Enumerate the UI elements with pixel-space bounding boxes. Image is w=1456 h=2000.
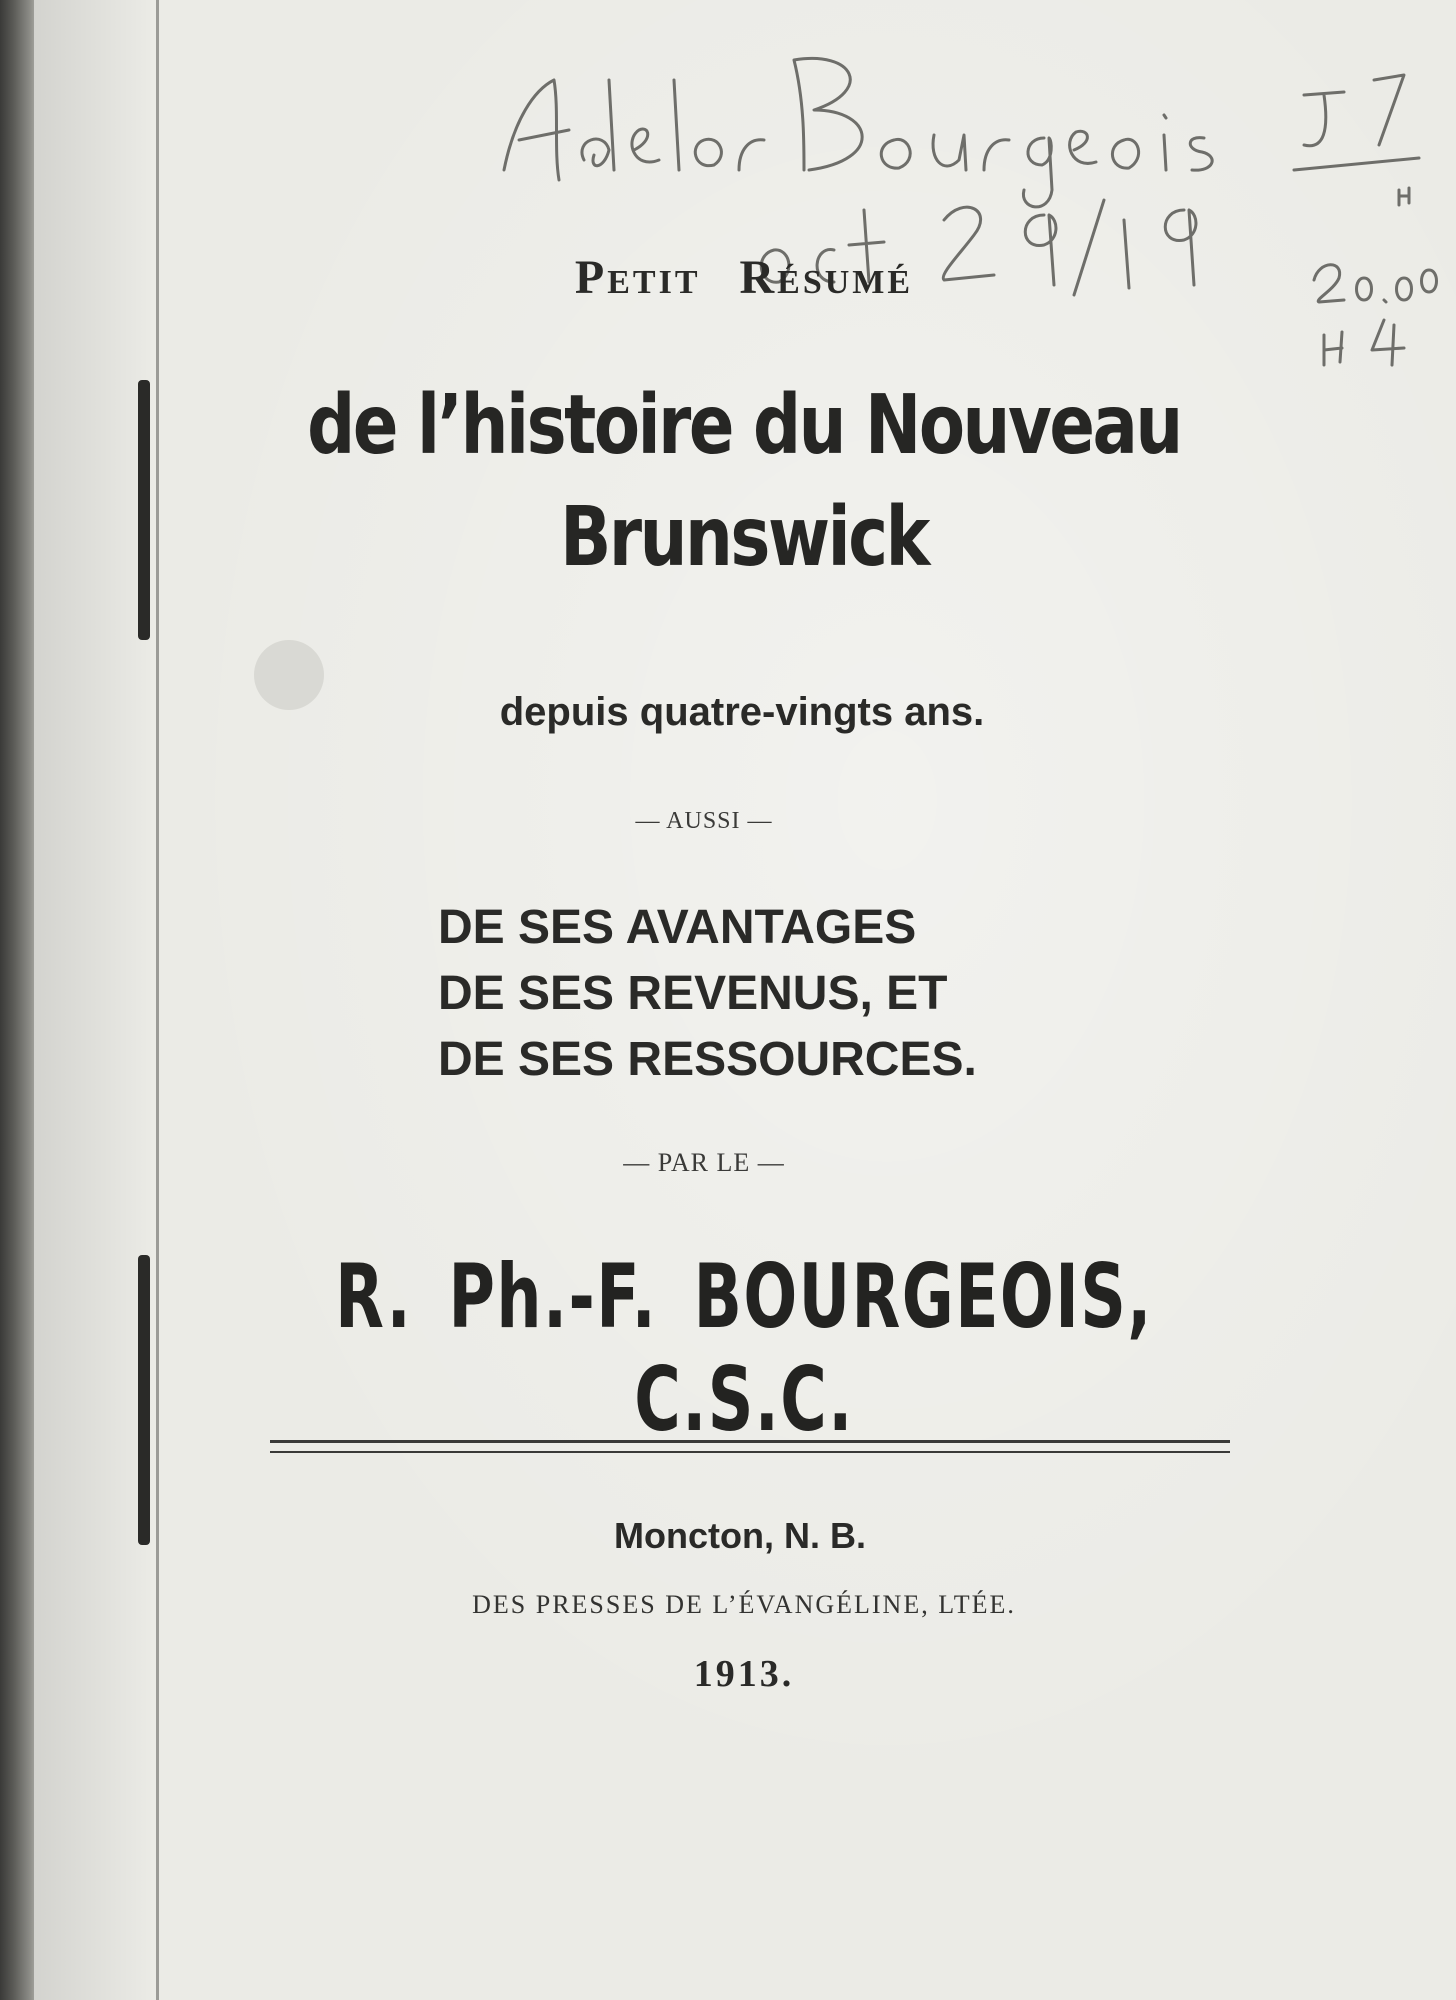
staple-top: [138, 380, 150, 640]
main-title: [260, 370, 1228, 594]
staple-bottom: [138, 1255, 150, 1545]
main-title-line-2: Brunswick: [560, 490, 928, 585]
feature-ressources: DE SES RESSOURCES.: [438, 1033, 977, 1086]
title-page-content: [154, 0, 1454, 2000]
double-rule-bottom: [270, 1451, 1230, 1453]
imprint-year: 1913.: [693, 1653, 795, 1695]
author-name: R. Ph.-F. BOURGEOIS, C.S.C.: [335, 1245, 1153, 1451]
features-list: [438, 895, 1198, 1093]
aussi-separator: — AUSSI —: [635, 808, 773, 834]
subtitle: depuis quatre-vingts ans.: [499, 690, 985, 734]
feature-avantages: DE SES AVANTAGES: [438, 901, 917, 954]
title-small-caps: Petit Résumé: [574, 251, 914, 304]
title-page: [34, 0, 1456, 2000]
feature-revenus: DE SES REVENUS, ET: [438, 967, 948, 1020]
imprint-publisher: DES PRESSES DE L’ÉVANGÉLINE, LTÉE.: [472, 1590, 1016, 1619]
main-title-line-1: de l’histoire du Nouveau: [307, 378, 1181, 473]
double-rule-top: [270, 1440, 1230, 1443]
par-le-separator: — PAR LE —: [623, 1148, 785, 1177]
imprint-place: Moncton, N. B.: [614, 1515, 866, 1556]
